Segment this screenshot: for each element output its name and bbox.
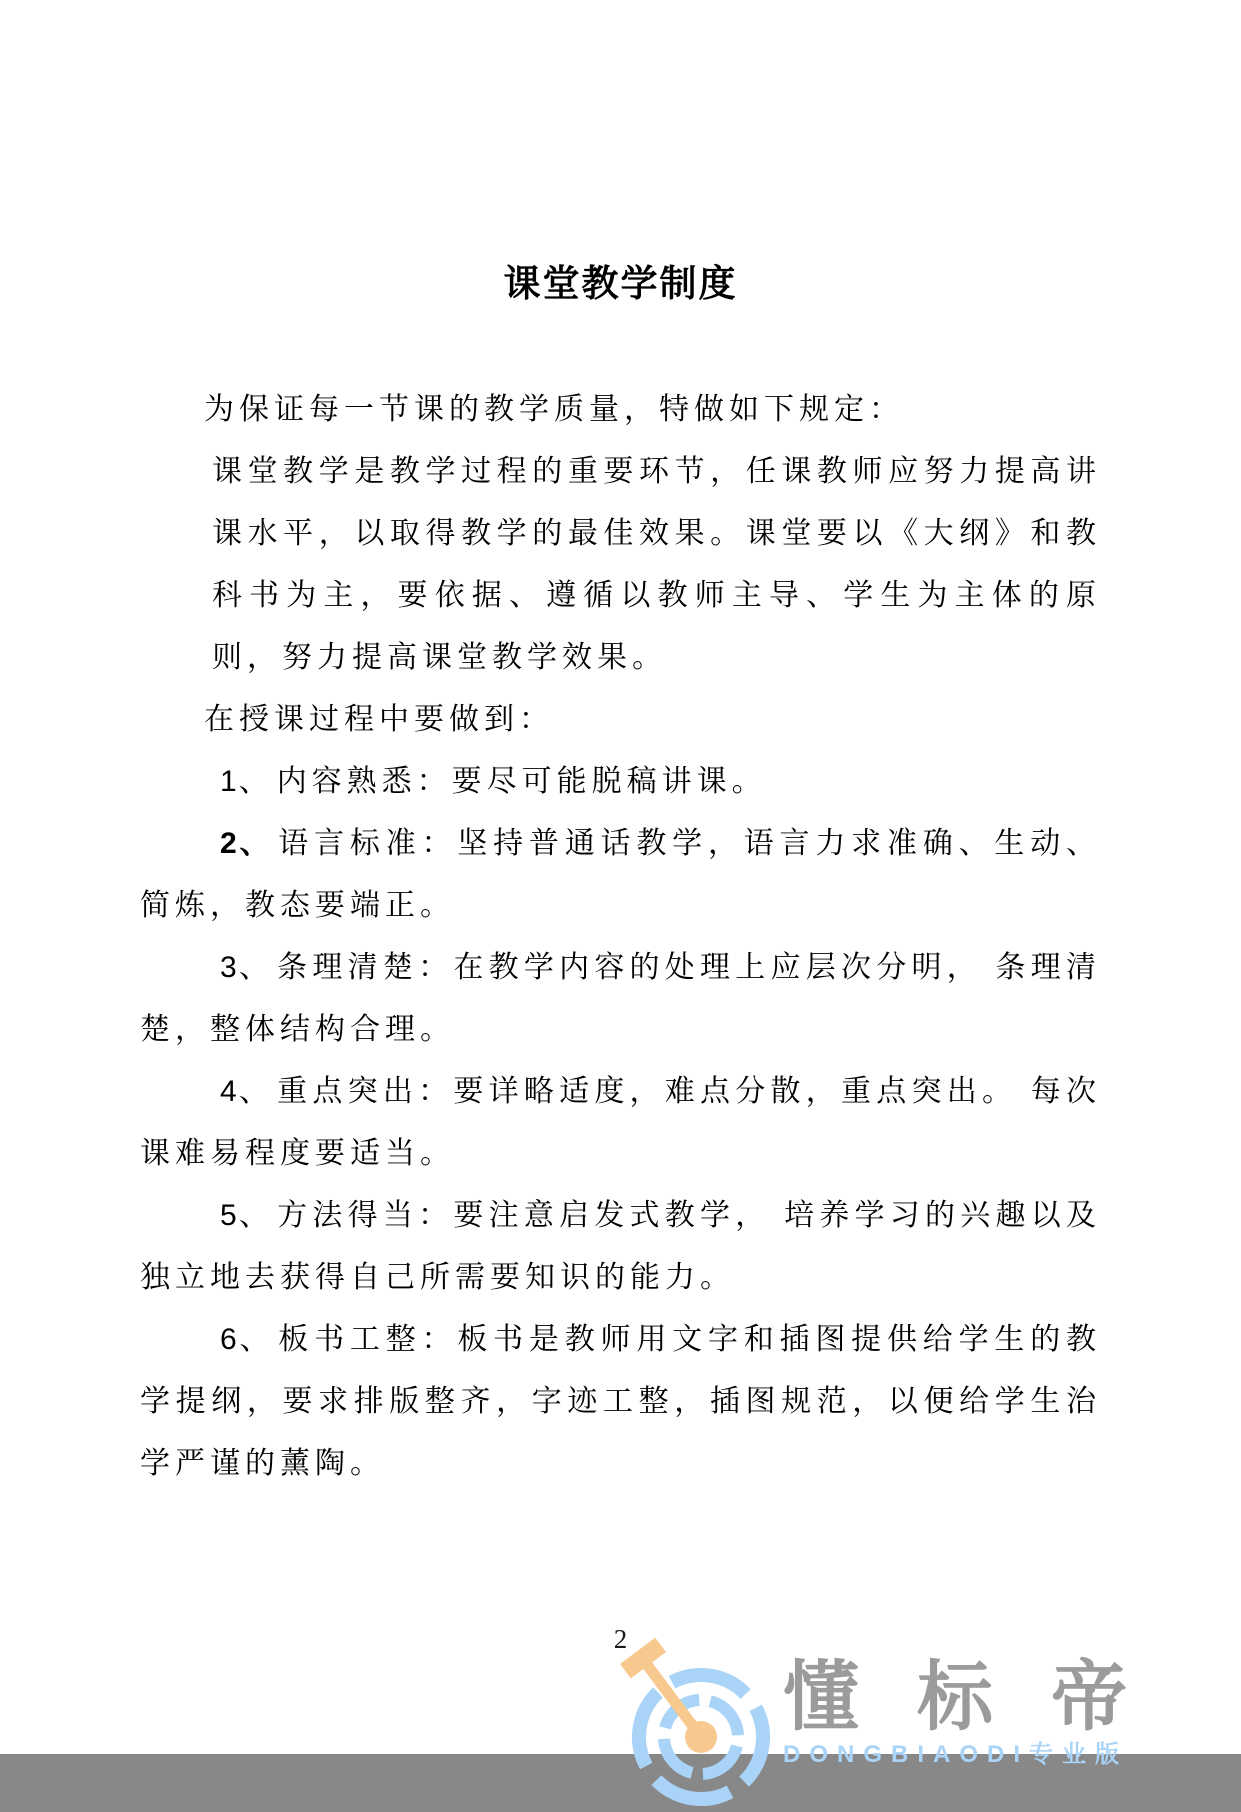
item-number: 6、	[220, 1323, 273, 1356]
paragraph-intro: 为保证每一节课的教学质量，特做如下规定：	[204, 393, 904, 426]
item-text: 方法得当：要注意启发式教学， 培养学习的兴趣以及独立地去获得自己所需要知识的能力。	[140, 1199, 1101, 1294]
paragraph-overview: 课堂教学是教学过程的重要环节，任课教师应努力提高讲课水平，以取得教学的最佳效果。课堂要以《大纲》和教科书为主，要依据、遵循以教师主导、学生为主体的原则，努力提高课堂教学效果。	[212, 455, 1101, 674]
list-item-1	[140, 751, 1101, 813]
paragraph-lead-in: 在授课过程中要做到：	[204, 703, 554, 736]
page-title: 课堂教学制度	[503, 263, 738, 304]
watermark-brand-latin: DONGBIAODI	[783, 1741, 1029, 1768]
watermark-edition: 专业版	[1029, 1741, 1128, 1768]
page-number: 2	[613, 1624, 628, 1654]
item-number: 3、	[220, 951, 272, 984]
list-item-5	[140, 1185, 1101, 1309]
document-content	[140, 262, 1101, 1495]
watermark-text	[783, 1642, 1185, 1768]
watermark-brand-en	[783, 1742, 1185, 1768]
item-text: 内容熟悉：要尽可能脱稿讲课。	[276, 765, 767, 798]
item-number: 2、	[220, 827, 273, 860]
watermark-logo	[613, 1642, 1185, 1812]
list-item-3	[140, 937, 1101, 1061]
list-item-2	[140, 813, 1101, 937]
item-number: 5、	[220, 1199, 272, 1232]
watermark-brand-cn: 懂标帝	[783, 1655, 1185, 1740]
list-item-4	[140, 1061, 1101, 1185]
item-number: 4、	[220, 1075, 272, 1108]
item-text: 重点突出：要详略适度，难点分散，重点突出。 每次课难易程度要适当。	[140, 1075, 1101, 1170]
item-text: 条理清楚：在教学内容的处理上应层次分明， 条理清楚，整体结构合理。	[140, 951, 1101, 1046]
item-text: 板书工整：板书是教师用文字和插图提供给学生的教学提纲，要求排版整齐，字迹工整，插图规范，以便给学生治学严谨的薰陶。	[140, 1323, 1101, 1480]
item-text: 语言标准：坚持普通话教学，语言力求准确、生动、简炼，教态要端正。	[140, 827, 1101, 922]
item-number: 1、	[220, 765, 271, 798]
dongbiaodi-target-icon	[613, 1642, 773, 1812]
list-item-6	[140, 1309, 1101, 1495]
